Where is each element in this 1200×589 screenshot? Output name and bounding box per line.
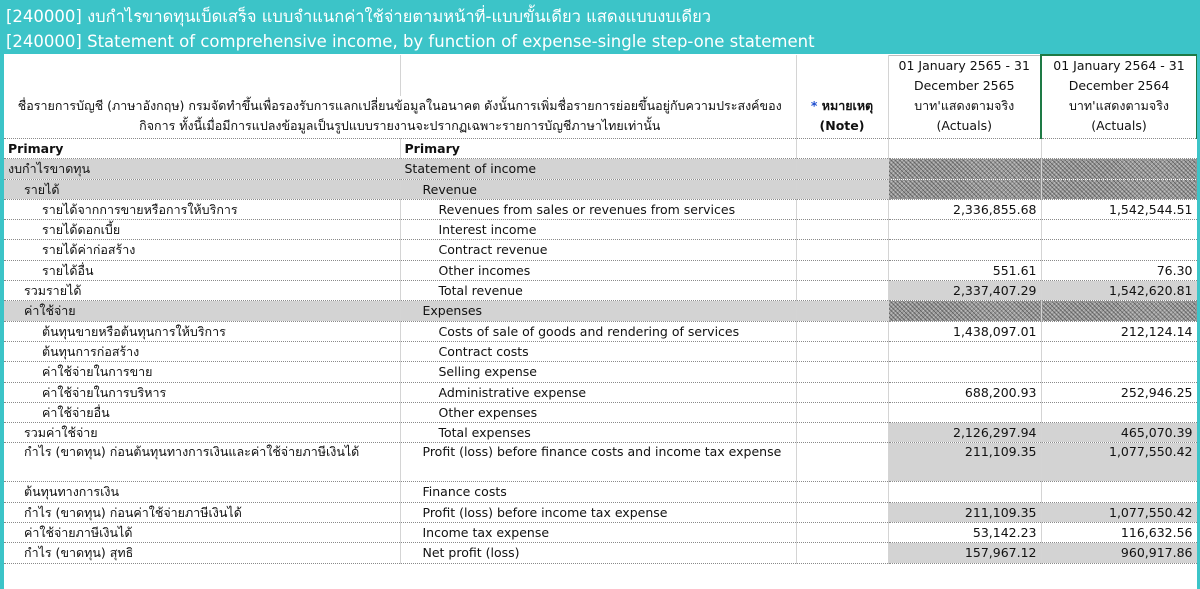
table-row [4,543,1197,563]
row-label-thai[interactable]: รายได้ [4,179,400,199]
row-label-english[interactable]: Other incomes [400,260,796,280]
value-2564-cell[interactable]: 212,124.14 [1041,321,1197,341]
table-row [4,301,1197,321]
row-label-english[interactable]: Selling expense [400,362,796,382]
table-row [4,179,1197,199]
row-label-english[interactable]: Profit (loss) before finance costs and income tax expense [400,443,796,482]
total-2564-cell: 1,077,550.42 [1041,443,1197,482]
value-2564-cell[interactable] [1041,220,1197,240]
note-cell[interactable] [796,423,888,443]
primary-label-english[interactable]: Primary [400,139,796,159]
row-label-thai[interactable]: ค่าใช้จ่ายภาษีเงินได้ [4,523,400,543]
value-2565-cell[interactable]: 53,142.23 [888,523,1041,543]
row-label-thai[interactable]: ค่าใช้จ่ายในการขาย [4,362,400,382]
table-row [4,321,1197,341]
note-cell[interactable] [796,179,888,199]
value-2565-cell[interactable] [888,362,1041,382]
note-label-thai: หมายเหตุ [821,98,874,113]
note-cell[interactable] [796,301,888,321]
row-label-english[interactable]: Statement of income [400,159,796,179]
note-cell[interactable] [796,260,888,280]
note-cell[interactable] [796,502,888,522]
value-2565-cell[interactable]: 688,200.93 [888,382,1041,402]
value-2564-cell[interactable]: 1,542,544.51 [1041,199,1197,219]
table-row [4,260,1197,280]
value-2565-cell[interactable]: 1,438,097.01 [888,321,1041,341]
table-row [4,220,1197,240]
period-2565-header[interactable]: 01 January 2565 - 31 December 2565 [888,55,1041,96]
table-row [4,362,1197,382]
primary-label-thai[interactable]: Primary [4,139,400,159]
row-label-thai[interactable]: รายได้ดอกเบี้ย [4,220,400,240]
table-row [4,523,1197,543]
row-label-thai[interactable]: รายได้ค่าก่อสร้าง [4,240,400,260]
locked-cell [1041,179,1197,199]
header-blank-cell[interactable] [4,55,400,96]
total-2564-cell: 1,077,550.42 [1041,502,1197,522]
total-2564-cell: 1,542,620.81 [1041,281,1197,301]
unit-label-english: (Actuals) [936,118,992,133]
total-2564-cell: 960,917.86 [1041,543,1197,563]
note-cell[interactable] [796,220,888,240]
note-label-english: (Note) [819,118,865,133]
row-label-thai[interactable]: กำไร (ขาดทุน) สุทธิ [4,543,400,563]
table-row [4,382,1197,402]
header-blank-cell[interactable] [796,55,888,96]
row-label-english[interactable]: Revenue [400,179,796,199]
row-label-thai[interactable]: รายได้จากการขายหรือการให้บริการ [4,199,400,219]
empty-cell[interactable] [888,139,1041,159]
locked-cell [1041,159,1197,179]
note-cell[interactable] [796,543,888,563]
locked-cell [888,159,1041,179]
row-label-english[interactable]: Contract costs [400,341,796,361]
locked-cell [888,179,1041,199]
title-english: [240000] Statement of comprehensive income, by function of expense-single step-one statement [6,32,815,51]
note-cell[interactable] [796,199,888,219]
note-cell[interactable] [796,321,888,341]
value-2564-cell[interactable] [1041,402,1197,422]
table-row [4,199,1197,219]
unit-label-english: (Actuals) [1091,118,1147,133]
row-label-thai[interactable]: งบกำไรขาดทุน [4,159,400,179]
table-row [4,443,1197,482]
table-row [4,240,1197,260]
total-2565-cell: 211,109.35 [888,502,1041,522]
value-2565-cell[interactable] [888,220,1041,240]
total-2565-cell: 211,109.35 [888,443,1041,482]
empty-cell[interactable] [796,139,888,159]
value-2564-cell[interactable]: 252,946.25 [1041,382,1197,402]
note-cell[interactable] [796,240,888,260]
required-star: * [810,98,818,113]
row-label-thai[interactable]: รวมค่าใช้จ่าย [4,423,400,443]
note-cell[interactable] [796,341,888,361]
note-cell[interactable] [796,159,888,179]
value-2565-cell[interactable] [888,240,1041,260]
total-2565-cell: 2,126,297.94 [888,423,1041,443]
note-cell[interactable] [796,443,888,482]
value-2565-cell[interactable] [888,341,1041,361]
row-label-english[interactable]: Net profit (loss) [400,543,796,563]
empty-cell[interactable] [1041,139,1197,159]
table-row [4,341,1197,361]
value-2564-cell[interactable] [1041,482,1197,502]
unit-label-thai: บาท'แสดงตามจริง [1068,98,1170,113]
row-label-thai[interactable]: กำไร (ขาดทุน) ก่อนต้นทุนทางการเงินและค่าใช้จ่ายภาษีเงินได้ [4,443,400,482]
note-cell[interactable] [796,281,888,301]
row-label-english[interactable]: Total revenue [400,281,796,301]
header-blank-cell[interactable] [400,55,796,96]
row-label-thai[interactable]: รวมรายได้ [4,281,400,301]
table-row [4,482,1197,502]
row-label-english[interactable]: Income tax expense [400,523,796,543]
total-2565-cell: 2,337,407.29 [888,281,1041,301]
value-2565-cell[interactable]: 2,336,855.68 [888,199,1041,219]
row-label-thai[interactable]: ต้นทุนขายหรือต้นทุนการให้บริการ [4,321,400,341]
row-label-english[interactable]: Contract revenue [400,240,796,260]
row-label-thai[interactable]: ค่าใช้จ่ายในการบริหาร [4,382,400,402]
row-label-thai[interactable]: รายได้อื่น [4,260,400,280]
unit-label-thai: บาท'แสดงตามจริง [914,98,1015,113]
row-label-thai[interactable]: ค่าใช้จ่ายอื่น [4,402,400,422]
note-header[interactable] [796,96,888,139]
value-2565-cell[interactable] [888,402,1041,422]
unit-2564-header[interactable] [1041,96,1197,139]
row-label-english[interactable]: Revenues from sales or revenues from services [400,199,796,219]
table-row [4,423,1197,443]
table-row [4,502,1197,522]
note-cell[interactable] [796,382,888,402]
spreadsheet [4,54,1197,589]
row-label-english[interactable]: Expenses [400,301,796,321]
value-2564-cell[interactable] [1041,362,1197,382]
row-label-thai[interactable]: ต้นทุนทางการเงิน [4,482,400,502]
value-2565-cell[interactable]: 551.61 [888,260,1041,280]
row-label-english[interactable]: Total expenses [400,423,796,443]
row-label-english[interactable]: Interest income [400,220,796,240]
row-label-english[interactable]: Other expenses [400,402,796,422]
value-2564-cell[interactable] [1041,240,1197,260]
row-label-thai[interactable]: กำไร (ขาดทุน) ก่อนค่าใช้จ่ายภาษีเงินได้ [4,502,400,522]
table-row [4,281,1197,301]
note-cell[interactable] [796,402,888,422]
table-row [4,159,1197,179]
note-cell[interactable] [796,482,888,502]
row-label-thai[interactable]: ค่าใช้จ่าย [4,301,400,321]
total-2564-cell: 465,070.39 [1041,423,1197,443]
title-thai: [240000] งบกำไรขาดทุนเบ็ดเสร็จ แบบจำแนกค่าใช้จ่ายตามหน้าที่-แบบขั้นเดียว แสดงแบบงบเดียว [6,7,712,26]
table-row [4,402,1197,422]
locked-cell [888,301,1041,321]
total-2565-cell: 157,967.12 [888,543,1041,563]
row-label-english[interactable]: Costs of sale of goods and rendering of services [400,321,796,341]
locked-cell [1041,301,1197,321]
unit-2565-header[interactable] [888,96,1041,139]
row-label-english[interactable]: Finance costs [400,482,796,502]
row-label-english[interactable]: Profit (loss) before income tax expense [400,502,796,522]
value-2564-cell[interactable]: 116,632.56 [1041,523,1197,543]
row-label-english[interactable]: Administrative expense [400,382,796,402]
value-2564-cell[interactable] [1041,341,1197,361]
value-2565-cell[interactable] [888,482,1041,502]
value-2564-cell[interactable]: 76.30 [1041,260,1197,280]
note-cell[interactable] [796,523,888,543]
income-statement-table [4,54,1197,564]
period-2564-header[interactable]: 01 January 2564 - 31 December 2564 [1041,55,1197,96]
row-label-thai[interactable]: ต้นทุนการก่อสร้าง [4,341,400,361]
note-cell[interactable] [796,362,888,382]
description-header[interactable]: ชื่อรายการบัญชี (ภาษาอังกฤษ) กรมจัดทำขึ้นเพื่อรองรับการแลกเปลี่ยนข้อมูลในอนาคต ดังนั้นการเพิ่มชื่อรายการย่อยขึ้นอยู่กับความประสงค์ของกิจการ ทั้งนี้เมื่อมีการแปลงข้อมูลเป็นรูปแบบรายงานจะปรากฏเฉพาะรายการบัญชีภาษาไทยเท่านั้น [4,96,796,139]
report-title [6,4,1196,54]
